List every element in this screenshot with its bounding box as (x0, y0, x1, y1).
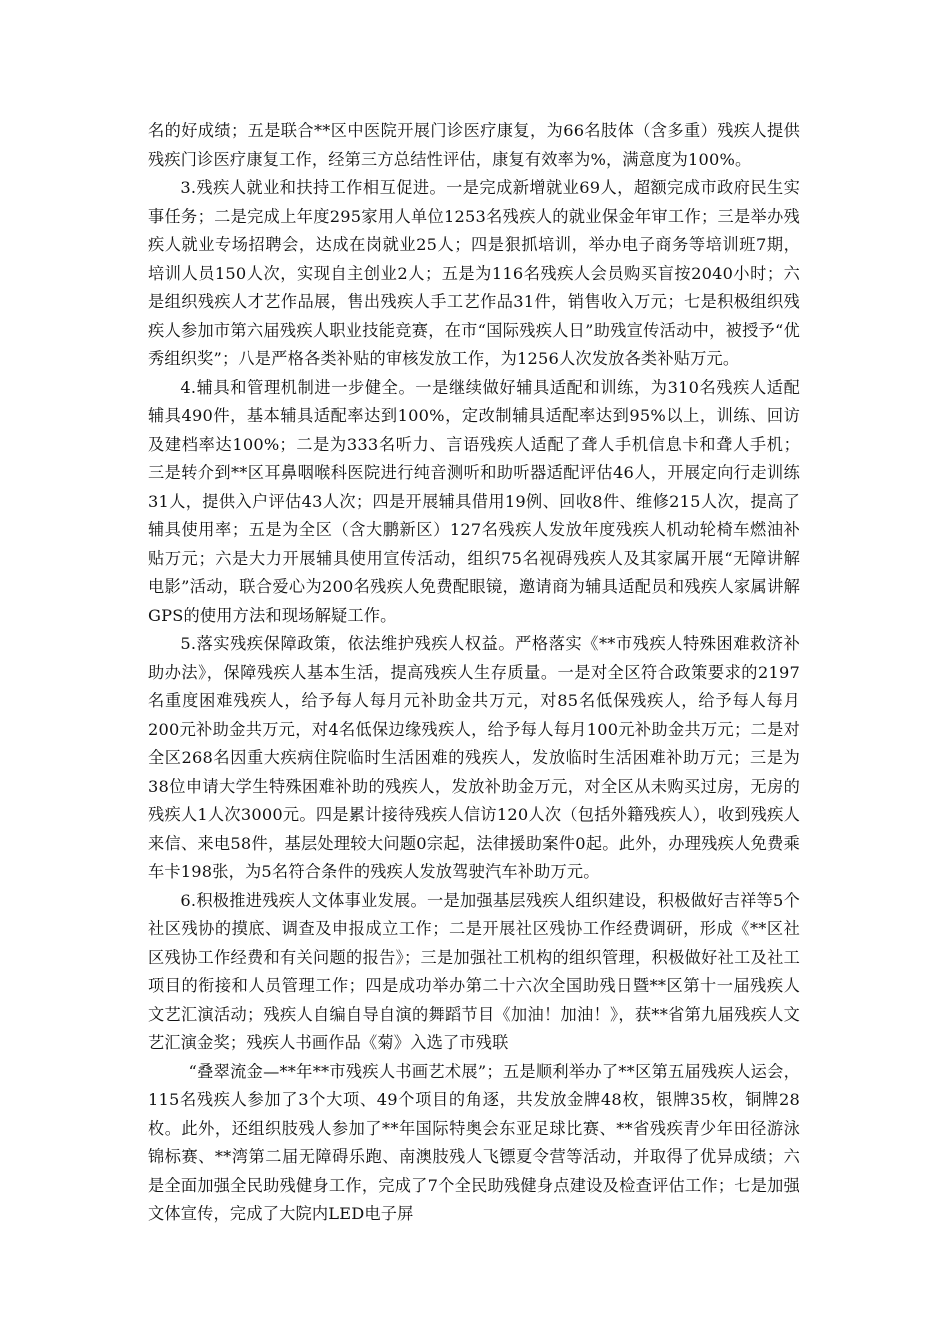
paragraph-1: 名的好成绩；五是联合**区中医院开展门诊医疗康复，为66名肢体（含多重）残疾人提供残疾门诊医疗康复工作，经第三方总结性评估，康复有效率为%，满意度为100%。 (148, 121, 800, 169)
paragraph-art-exhibition: “叠翠流金—**年**市残疾人书画艺术展”；五是顺利举办了**区第五届残疾人运会，115名残疾人参加了3个大项、49个项目的角逐，共发放金牌48枚，银牌35枚，铜牌28枚。此外，还组织肢残人参加了**年国际特奥会东亚足球比赛、**省残疾青少年田径游泳锦标赛、**湾第二届无障碍乐跑、南澳肢残人飞镖夏令营等活动，并取得了优异成绩；六是全面加强全民助残健身工作，完成了7个全民助残健身点建设及检查评估工作；七是加强文体宣传，完成了大院内LED电子屏 (148, 1061, 800, 1223)
document-page (148, 117, 800, 1229)
paragraph-protection-policy: 5.落实残疾保障政策，依法维护残疾人权益。严格落实《**市残疾人特殊困难救济补助办法》，保障残疾人基本生活，提高残疾人生存质量。一是对全区符合政策要求的2197名重度困难残疾人，给予每人每月元补助金共万元，对85名低保残疾人，给予每人每月200元补助金共万元，对4名低保边缘残疾人，给予每人每月100元补助金共万元；二是对全区268名因重大疾病住院临时生活困难的残疾人，发放临时生活困难补助万元；三是为38位申请大学生特殊困难补助的残疾人，发放补助金万元，对全区从未购买过房，无房的残疾人1人次3000元。四是累计接待残疾人信访120人次（包括外籍残疾人），收到残疾人来信、来电58件，基层处理较大问题0宗起，法律援助案件0起。此外，办理残疾人免费乘车卡198张，为5名符合条件的残疾人发放驾驶汽车补助万元。 (148, 634, 800, 881)
paragraph-culture-sports: 6.积极推进残疾人文体事业发展。一是加强基层残疾人组织建设，积极做好吉祥等5个社区残协的摸底、调查及申报成立工作；二是开展社区残协工作经费调研，形成《**区社区残协工作经费和有关问题的报告》；三是加强社工机构的组织管理，积极做好社工及社工项目的衔接和人员管理工作；四是成功举办第二十六次全国助残日暨**区第十一届残疾人文艺汇演活动；残疾人自编自导自演的舞蹈节目《加油！加油！》，获**省第九届残疾人文艺汇演金奖；残疾人书画作品《菊》入选了市残联 (148, 890, 800, 1052)
paragraph-employment: 3.残疾人就业和扶持工作相互促进。一是完成新增就业69人，超额完成市政府民生实事任务；二是完成上年度295家用人单位1253名残疾人的就业保金年审工作；三是举办残疾人就业专场招聘会，达成在岗就业25人；四是狠抓培训，举办电子商务等培训班7期，培训人员150人次，实现自主创业2人；五是为116名残疾人会员购买盲按2040小时；六是组织残疾人才艺作品展，售出残疾人手工艺作品31件，销售收入万元；七是积极组织残疾人参加市第六届残疾人职业技能竞赛，在市“国际残疾人日”助残宣传活动中，被授予“优秀组织奖”；八是严格各类补贴的审核发放工作，为1256人次发放各类补贴万元。 (148, 178, 800, 368)
paragraph-assistive-devices: 4.辅具和管理机制进一步健全。一是继续做好辅具适配和训练，为310名残疾人适配辅具490件，基本辅具适配率达到100%，定改制辅具适配率达到95%以上，训练、回访及建档率达100%；二是为333名听力、言语残疾人适配了聋人手机信息卡和聋人手机；三是转介到**区耳鼻咽喉科医院进行纯音测听和助听器适配评估46人，开展定向行走训练31人，提供入户评估43人次；四是开展辅具借用19例、回收8件、维修215人次，提高了辅具使用率；五是为全区（含大鹏新区）127名残疾人发放年度残疾人机动轮椅车燃油补贴万元；六是大力开展辅具使用宣传活动，组织75名视碍残疾人及其家属开展“无障讲解电影”活动，联合爱心为200名残疾人免费配眼镜，邀请商为辅具适配员和残疾人家属讲解GPS的使用方法和现场解疑工作。 (148, 377, 800, 625)
